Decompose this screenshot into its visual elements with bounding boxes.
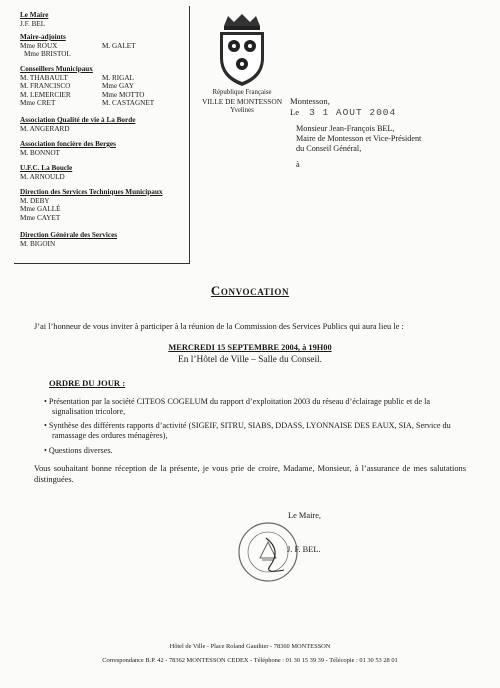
techniques-name: Mme GALLÉ [20,205,61,214]
agenda-item: • Questions diverses. [44,446,113,455]
ufc-name: M. ARNOULD [20,172,65,181]
intro-paragraph: J’ai l’honneur de vous inviter à participer à la réunion de la Commission des Services Publics qui aura lieu le : [34,322,404,331]
date-stamp: 3 1 AOUT 2004 [309,106,397,118]
recipient-block [296,124,486,170]
recipient-line: du Conseil Général, [296,143,362,153]
agenda-item-text: Synthèse des différents rapports d’activité (SIGEIF, SITRU, SIABS, DDASS, LYONNAISE DES EAUX, SIA, Service du ramassage des ordures ménagères), [48,421,451,441]
document-title [0,283,500,299]
qualite-heading: Association Qualité de vie à La Borde [20,116,136,124]
maire-heading: Le Maire [20,11,49,19]
adjoints-heading: Maire-adjoints [20,33,66,41]
maire-name: J.F. BEL [20,19,46,28]
adjoints-section [20,33,188,59]
maire-section [20,11,188,28]
letterhead [192,88,292,115]
conseiller-name: Mme CRET [20,99,56,108]
conseiller-name: M. CASTAGNET [102,99,155,108]
conseillers-section [20,65,188,108]
city-label: VILLE DE MONTESSON [201,97,283,106]
footer-address: Hôtel de Ville - Place Roland Gauthier - 78360 MONTESSON [169,643,331,650]
generale-heading: Direction Générale des Services [20,231,118,239]
ufc-section [20,164,188,181]
conseiller-name: Mme GAY [102,82,134,91]
berges-section [20,140,188,157]
generale-name: M. BIGOIN [20,239,56,248]
techniques-heading: Direction des Services Techniques Municipaux [20,188,163,196]
conseiller-name: M. LEMERCIER [20,90,71,99]
council-members-box [14,6,190,264]
qualite-section [20,116,188,133]
republic-label: République Française [212,89,272,96]
footer-contact: Correspondance B.P. 42 - 78362 MONTESSON CEDEX - Téléphone : 01 30 15 39 39 - Télécopie : 01 30 53 28 01 [102,657,398,664]
signature-name: J. F. BEL. [287,545,321,554]
recipient-line: Monsieur Jean-François BEL, [296,124,395,133]
place-date-block [290,96,396,118]
berges-heading: Association foncière des Berges [20,140,116,148]
city-crest-icon [214,12,270,88]
techniques-name: M. DEBY [20,196,50,205]
adjoint-name: Mme ROUX [20,41,58,50]
conseiller-name: M. RIGAL [102,73,134,82]
agenda-heading: ORDRE DU JOUR : [49,378,126,388]
agenda-item-text: Questions diverses. [48,446,113,455]
conseiller-name: M. THABAULT [20,73,68,82]
meeting-place: En l’Hôtel de Ville – Salle du Conseil. [177,355,323,365]
conseillers-heading: Conseillers Municipaux [20,65,93,73]
ufc-heading: U.F.C. La Boucle [20,164,73,172]
conseiller-name: Mme MOTTO [102,90,145,99]
techniques-section [20,188,188,222]
title-text: Convocation [210,283,290,298]
le-label: Le [290,106,300,117]
agenda-item: • Présentation par la société CITEOS COGELUM du rapport d’exploitation 2003 du réseau d’éclairage public et de la signalisation tricolore, [44,397,430,417]
generale-section [20,231,188,248]
conseiller-name: M. FRANCISCO [20,82,71,91]
agenda-item: • Synthèse des différents rapports d’activité (SIGEIF, SITRU, SIABS, DDASS, LYONNAISE DES EAUX, SIA, Service du ramassage des ordures ménagères), [44,421,451,441]
closing-paragraph: Vous souhaitant bonne réception de la présente, je vous prie de croire, Madame, Monsieur, à l’assurance de mes salutations distinguées. [34,464,466,484]
recipient-line: à [296,160,300,170]
qualite-name: M. ANGERARD [20,124,70,133]
signature-title: Le Maire, [288,511,322,520]
adjoint-name: Mme BRISTOL [24,50,71,59]
department-label: Yvelines [230,107,254,114]
agenda-item-text: Présentation par la société CITEOS COGELUM du rapport d’exploitation 2003 du réseau d’éclairage public et de la signalisation tricolore, [48,397,430,417]
adjoint-name: M. GALET [102,41,136,50]
recipient-line: Maire de Montesson et Vice-Président [296,133,422,143]
place-label: Montesson, [290,96,330,106]
techniques-name: Mme CAYET [20,213,61,222]
berges-name: M. BONNOT [20,148,60,157]
meeting-date: MERCREDI 15 SEPTEMBRE 2004, à 19H00 [168,343,332,352]
